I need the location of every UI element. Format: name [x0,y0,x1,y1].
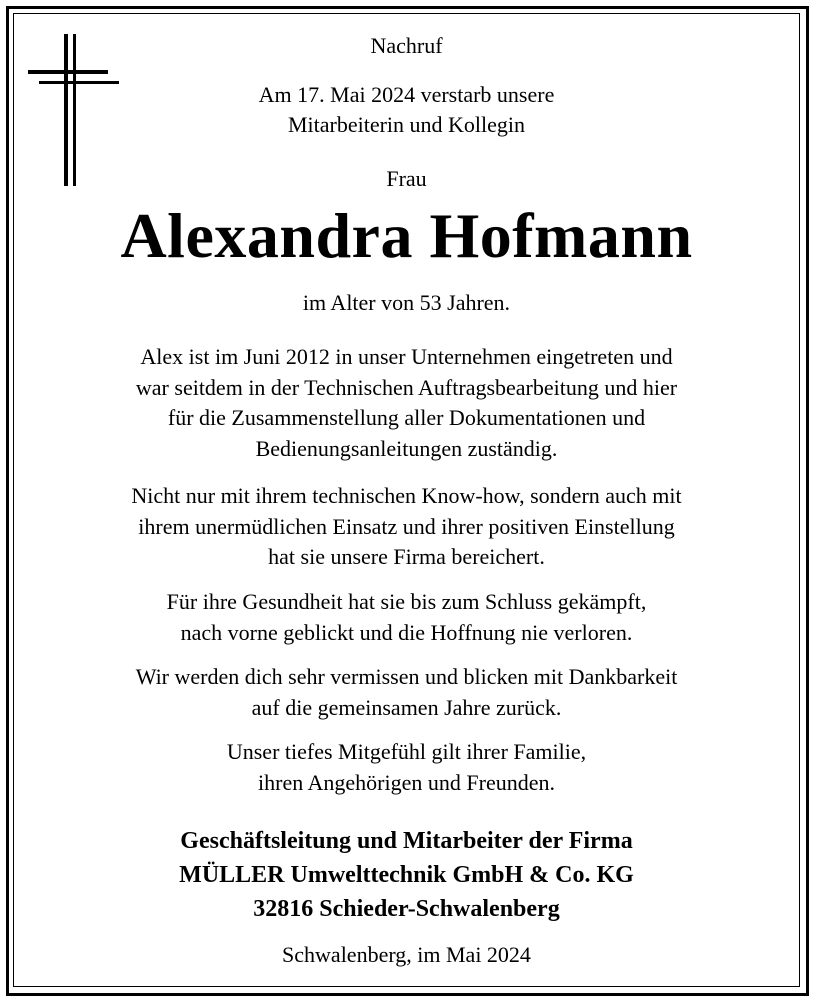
paragraph-line: Bedienungsanleitungen zuständig. [255,435,558,461]
signer-line: Geschäftsleitung und Mitarbeiter der Firma [180,828,633,854]
signer-line: 32816 Schieder-Schwalenberg [253,896,560,922]
paragraph-1 [30,342,783,464]
place-date: Schwalenberg, im Mai 2024 [282,942,531,967]
paragraph-line: Wir werden dich sehr vermissen und blicken mit Dankbarkeit [135,664,678,689]
paragraph-line: Nicht nur mit ihrem technischen Know-how, sondern auch mit [131,483,682,508]
notice-heading: Nachruf [370,33,443,58]
paragraph-2 [30,481,783,573]
paragraph-line: Alex ist im Juni 2012 in unser Unternehmen eingetreten und [140,344,673,369]
paragraph-line: war seitdem in der Technischen Auftragsbearbeitung und hier [135,374,678,400]
paragraph-line: Für ihre Gesundheit hat sie bis zum Schluss gekämpft, [166,589,647,614]
paragraph-5 [30,737,783,798]
paragraph-line: auf die gemeinsamen Jahre zurück. [251,694,562,720]
paragraph-line: für die Zusammenstellung aller Dokumentationen und [167,405,646,430]
paragraph-4 [30,662,783,723]
paragraph-3 [30,587,783,648]
intro-line: Mitarbeiterin und Kollegin [287,112,526,137]
signers-block [30,824,783,926]
paragraph-line: nach vorne geblickt und die Hoffnung nie verloren. [180,619,633,645]
age-line: im Alter von 53 Jahren. [302,290,511,315]
intro-line: Am 17. Mai 2024 verstarb unsere [258,82,555,107]
paragraph-line: hat sie unsere Firma bereichert. [268,544,545,569]
paragraph-line: ihren Angehörigen und Freunden. [258,769,555,795]
deceased-name: Alexandra Hofmann [120,200,693,271]
intro-text [30,80,783,140]
salutation: Frau [386,166,427,191]
paragraph-line: ihrem unermüdlichen Einsatz und ihrer positiven Einstellung [138,513,675,539]
paragraph-line: Unser tiefes Mitgefühl gilt ihrer Familie, [226,739,587,764]
signer-line: MÜLLER Umwelttechnik GmbH & Co. KG [179,862,634,888]
